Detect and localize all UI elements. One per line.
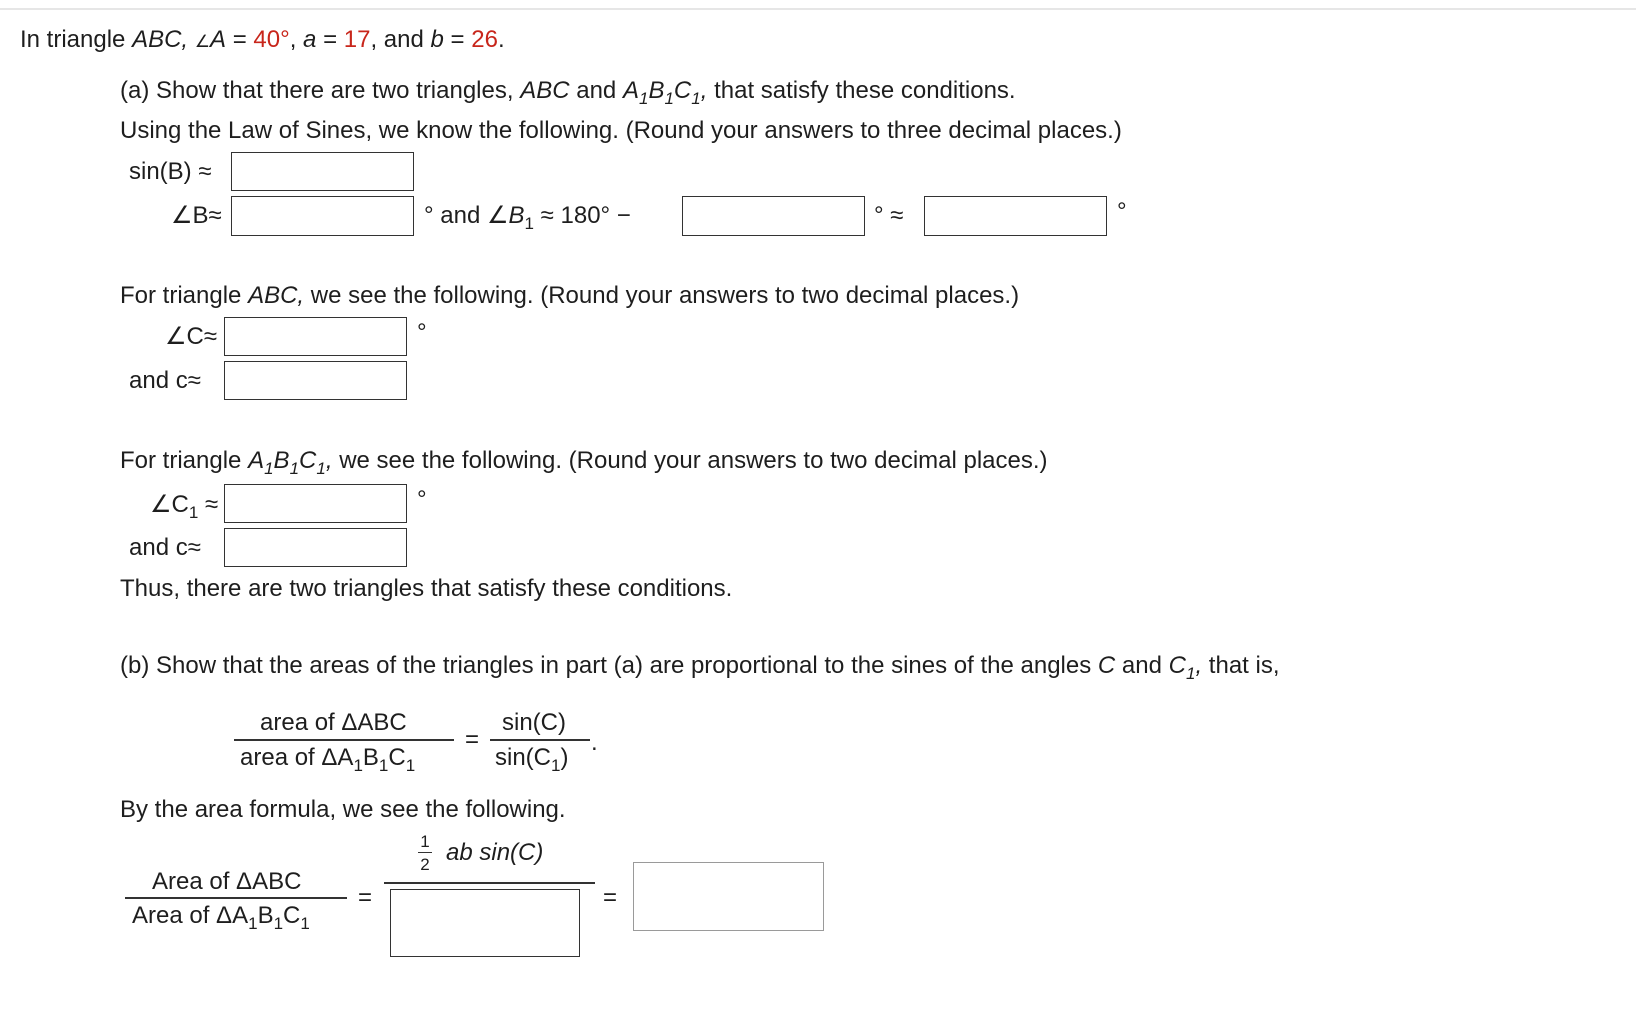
equals-sign: =: [603, 884, 618, 911]
area-formula-text: By the area formula, we see the following.: [120, 796, 566, 823]
frac2-denominator: $\sin(C_1)$: [495, 744, 569, 775]
half-denominator: 2: [420, 855, 430, 874]
area-ratio-bar: [125, 897, 347, 899]
deg-approx-text: ° ≈: [874, 202, 904, 229]
frac1-bar: [234, 739, 454, 741]
side-c1-input[interactable]: [224, 528, 407, 567]
triangle-abc-text: For triangle ABC, we see the following. (Round your answers to two decimal places.): [120, 282, 1020, 309]
side-c-input[interactable]: [224, 361, 407, 400]
area-ratio-input[interactable]: [633, 862, 824, 931]
part-b-heading: (b) Show that the areas of the triangles in part (a) are proportional to the sines of the angles C and $C_1$, that is,: [120, 652, 1280, 683]
area-denominator: Area of $\Delta A_1B_1C_1$: [132, 902, 310, 933]
law-of-sines-text: Using the Law of Sines, we know the following. (Round your answers to three decimal places.): [120, 117, 1122, 144]
area-numerator: Area of ΔABC: [152, 868, 302, 895]
frac1-numerator: area of ΔABC: [260, 709, 407, 736]
triangle-a1b1c1-text: For triangle $A_1B_1C_1$, we see the following. (Round your answers to two decimal places.): [120, 447, 1048, 478]
equals-sign: =: [465, 726, 480, 753]
degree-symbol: °: [417, 486, 427, 513]
side-b-value: 26: [471, 26, 498, 53]
supplement-angle-input[interactable]: [682, 196, 865, 236]
problem-statement: In triangle ABC, ∠A = 40°, a = 17, and b = 26.: [20, 26, 505, 53]
frac2-bar: [490, 739, 590, 741]
angleB1-input[interactable]: [924, 196, 1107, 236]
sinB-label: sin(B) ≈: [129, 158, 212, 185]
angleC1-label: $\angle C_1$ ≈: [150, 491, 219, 522]
angle-a-value: 40°: [253, 26, 290, 53]
conclusion-text: Thus, there are two triangles that satisfy these conditions.: [120, 575, 733, 602]
degree-symbol: °: [1117, 198, 1127, 225]
area-denominator-input[interactable]: [390, 889, 580, 957]
half-numerator: 1: [420, 832, 430, 851]
frac1-denominator: area of $\Delta A_1B_1C_1$: [240, 744, 416, 775]
side-a-value: 17: [343, 26, 371, 53]
side-c1-label: and c≈: [129, 534, 201, 561]
angleC1-input[interactable]: [224, 484, 407, 523]
angleB1-expression: ° and $\angle B_1 \approx 180^\circ$ −: [424, 202, 631, 233]
angleC-input[interactable]: [224, 317, 407, 356]
period: .: [591, 729, 598, 756]
frac2-numerator: sin(C): [502, 709, 566, 736]
degree-symbol: °: [417, 319, 427, 346]
angleC-label: ∠C≈: [165, 323, 218, 350]
angleB-label: ∠B≈: [171, 202, 222, 229]
ab-sinC: ab sin(C): [446, 839, 544, 866]
top-divider: [0, 8, 1636, 10]
side-c-label: and c≈: [129, 367, 201, 394]
equals-sign: =: [358, 884, 373, 911]
angleB-input[interactable]: [231, 196, 414, 236]
sinB-input[interactable]: [231, 152, 414, 191]
part-a-heading: (a) Show that there are two triangles, ABC and $A_1B_1C_1$, that satisfy these conditions.: [120, 77, 1016, 108]
area-formula-bar: [384, 882, 595, 884]
half-bar: [418, 852, 432, 853]
